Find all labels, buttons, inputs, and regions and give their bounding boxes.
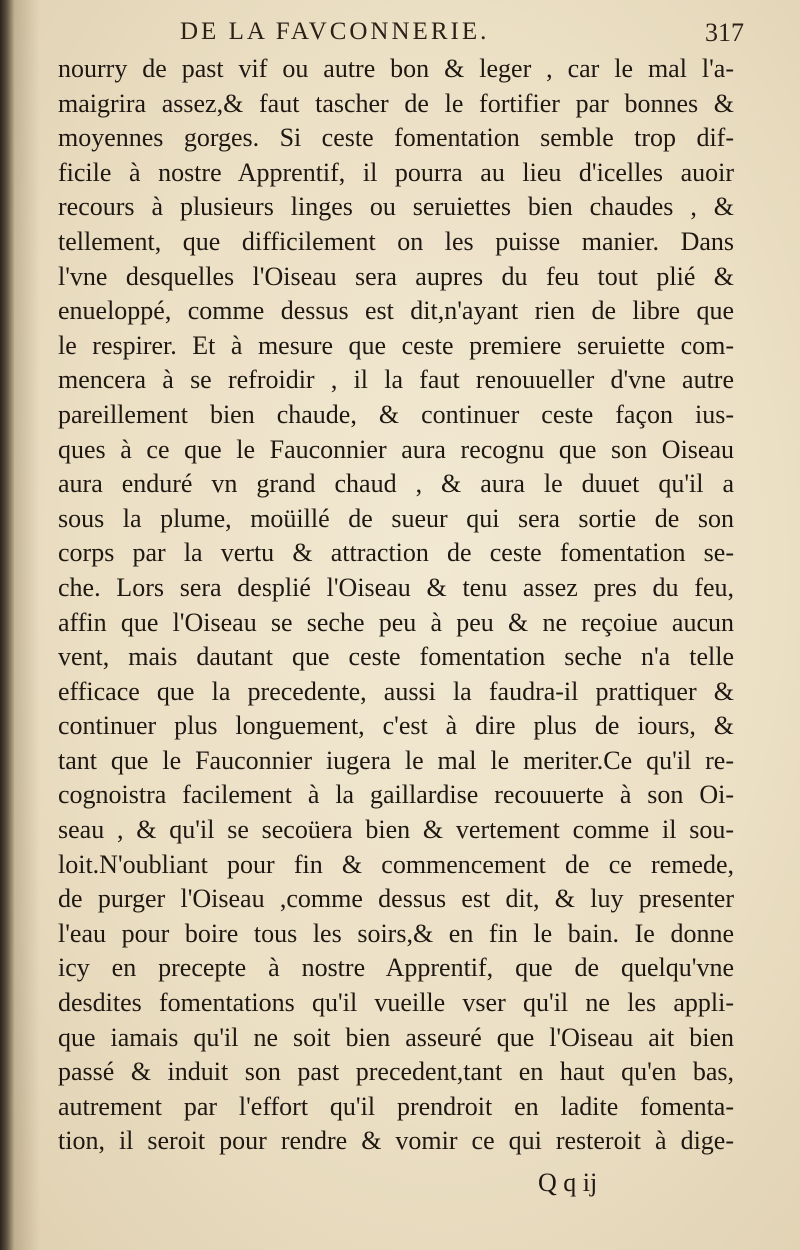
text-line: pareillement bien chaude, & continuer ceste façon ius- [58,399,734,429]
text-line: icy en precepte à nostre Apprentif, que de quelqu'vne [58,953,734,983]
text-line: ficile à nostre Apprentif, il pourra au lieu d'icelles auoir [58,157,734,187]
text-line: moyennes gorges. Si ceste fomentation semble trop dif- [58,123,734,153]
text-line: maigrira assez,& faut tascher de le fortifier par bonnes & [58,88,734,118]
text-line: tant que le Fauconnier iugera le mal le meriter.Ce qu'il re- [58,745,734,775]
text-line: affin que l'Oiseau se seche peu à peu & ne reçoiue aucun [58,607,734,637]
text-line: le respirer. Et à mesure que ceste premiere seruiette com- [58,330,734,360]
text-line: desdites fomentations qu'il vueille vser qu'il ne les appli- [58,988,734,1018]
text-line: che. Lors sera desplié l'Oiseau & tenu assez pres du feu, [58,572,734,602]
gutter-shadow [14,0,40,1250]
text-line: aura enduré vn grand chaud , & aura le duuet qu'il a [58,469,734,499]
text-line: enueloppé, comme dessus est dit,n'ayant rien de libre que [58,296,734,326]
running-title: DE LA FAVCONNERIE. [180,18,490,45]
text-line: autrement par l'effort qu'il prendroit en ladite fomenta- [58,1091,734,1121]
signature-mark: Q q ij [538,1168,598,1197]
page-number: 317 [705,18,744,47]
text-line: mencera à se refroidir , il la faut renouueller d'vne autre [58,365,734,395]
text-line: loit.N'oubliant pour fin & commencement de ce remede, [58,849,734,879]
text-line: que iamais qu'il ne soit bien asseuré que l'Oiseau ait bien [58,1022,734,1052]
text-line: nourry de past vif ou autre bon & leger , car le mal l'a- [58,54,734,83]
text-line: cognoistra facilement à la gaillardise recouuerte à son Oi- [58,780,734,810]
text-line: recours à plusieurs linges ou seruiettes bien chaudes , & [58,192,734,222]
running-head [180,14,744,54]
text-line: continuer plus longuement, c'est à dire plus de iours, & [58,711,734,741]
text-line: l'eau pour boire tous les soirs,& en fin le bain. Ie donne [58,918,734,948]
text-line: vent, mais dautant que ceste fomentation seche n'a telle [58,642,734,672]
text-line: ques à ce que le Fauconnier aura recognu que son Oiseau [58,434,734,464]
text-line: tion, il seroit pour rendre & vomir ce qui resteroit à dige- [58,1126,734,1156]
text-line: sous la plume, moüillé de sueur qui sera sortie de son [58,503,734,533]
text-line: de purger l'Oiseau ,comme dessus est dit, & luy presenter [58,884,734,914]
text-block [58,52,734,1159]
text-line: tellement, que difficilement on les puisse manier. Dans [58,226,734,256]
binding-edge [0,0,14,1250]
text-line: passé & induit son past precedent,tant en haut qu'en bas, [58,1057,734,1087]
text-line: seau , & qu'il se secoüera bien & vertement comme il sou- [58,815,734,845]
text-line: efficace que la precedente, aussi la faudra-il prattiquer & [58,676,734,706]
text-line: corps par la vertu & attraction de ceste fomentation se- [58,538,734,568]
text-line: l'vne desquelles l'Oiseau sera aupres du feu tout plié & [58,261,734,291]
